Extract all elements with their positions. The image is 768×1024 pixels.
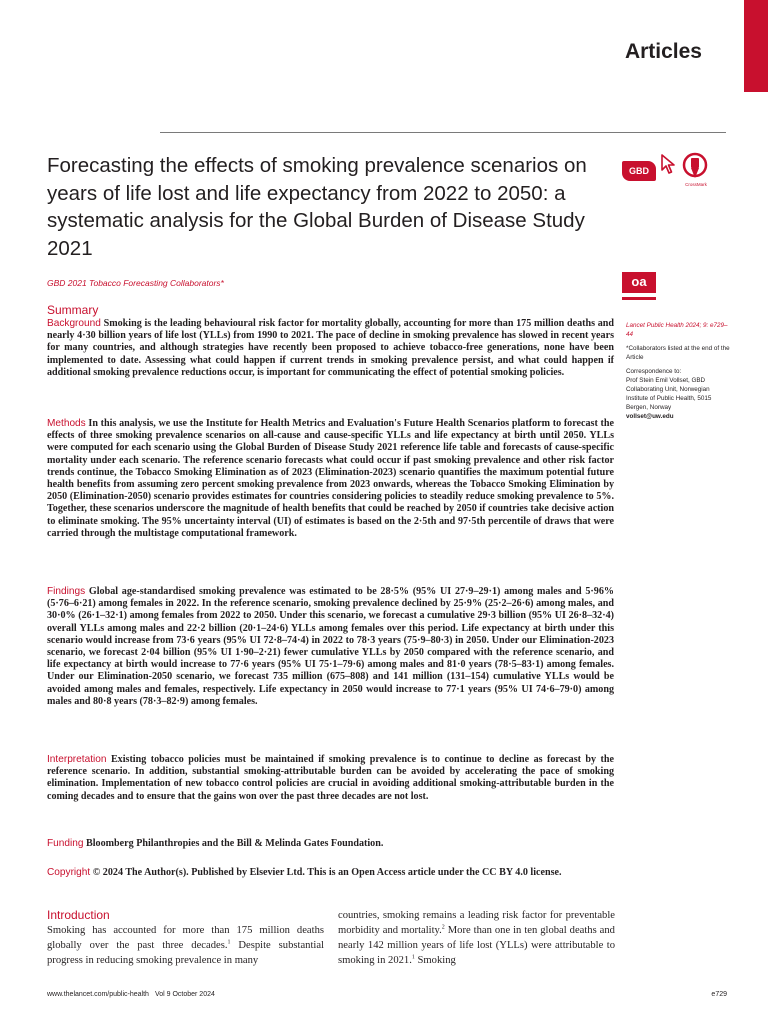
introduction-left-column (47, 923, 324, 968)
intro-text: Smoking (414, 955, 456, 966)
background-text: Smoking is the leading behavioural risk factor for mortality globally, accounting for more than 175 million deaths and nearly 4·30 billion years of life lost (YLLs) from 1990 to 2021. The pace of decline in smoking prevalence has slowed in recent years for many countries, and although strategies have recently been proposed to achieve tobacco-free generations, none have been implemented to date. Assessing what could happen if current trends in smoking prevalence persist, and what could happen if additional smoking prevalence reductions occur, is important for communicating the effect of potential smoking policies. (47, 318, 614, 378)
methods-text: In this analysis, we use the Institute for Health Metrics and Evaluation's Future Health Scenarios platform to forecast the effects of three smoking prevalence scenarios on all-cause and cause-specific YLLs and life expectancy at birth until 2050. YLLs were computed for each scenario using the Global Burden of Disease Study 2021 reference life table and forecasts of cause-specific mortality under each scenario. The reference scenario forecasts what could occur if past smoking prevalence and other risk factor trends continue, the Tobacco Smoking Elimination as of 2023 (Elimination-2023) scenario quantifies the maximum potential future health benefits from assuming zero percent smoking prevalence from 2023 onwards, whereas the Tobacco Smoking Elimination by 2050 (Elimination-2050) scenario provides estimates for countries considering policies to steadily reduce smoking prevalence to 5%. Together, these scenarios underscore the magnitude of health benefits that could be reached by 2050 if countries take decisive action to eliminate smoking. The 95% uncertainty interval (UI) of estimates is based on the 2·5th and 97·5th percentile of draws that were carried through the multistage computational framework. (47, 418, 614, 539)
footer-left (47, 991, 215, 998)
article-title: Forecasting the effects of smoking prevalence scenarios on years of life lost and life expectancy from 2022 to 2050: a systematic analysis for the Global Burden of Disease Study 2021 (47, 154, 587, 260)
footer-url[interactable]: www.thelancet.com/public-health (47, 991, 149, 998)
open-access-icon: oa (622, 272, 656, 297)
reference-mark[interactable]: 2 (441, 924, 445, 931)
correspondence-name: Prof Stein Emil Vollset, GBD Collaborating Unit, Norwegian Institute of Public Health, 5015 Bergen, Norway (626, 377, 712, 411)
introduction-right-column (338, 908, 615, 968)
abstract-copyright (47, 867, 614, 879)
section-label: Articles (624, 40, 702, 63)
sidenotes (626, 321, 732, 421)
interpretation-label: Interpretation (47, 754, 107, 765)
methods-label: Methods (47, 418, 86, 429)
correspondence-email[interactable]: vollset@uw.edu (626, 413, 674, 420)
reference-mark[interactable]: 1 (227, 939, 231, 946)
author-byline[interactable]: GBD 2021 Tobacco Forecasting Collaborators* (47, 278, 224, 288)
intro-text: Smoking has accounted for more than 175 million deaths globally over the past three decades. (47, 925, 324, 951)
footer-volume: Vol 9 October 2024 (154, 991, 215, 998)
summary-heading: Summary (47, 303, 99, 317)
page-number: e729 (711, 991, 727, 998)
abstract-methods (47, 418, 614, 540)
collaborators-note: *Collaborators listed at the end of the Article (626, 345, 730, 361)
abstract-findings (47, 586, 614, 708)
copyright-text: © 2024 The Author(s). Published by Elsevier Ltd. This is an Open Access article under the CC BY 4.0 license. (92, 867, 562, 878)
funding-text: Bloomberg Philanthropies and the Bill & Melinda Gates Foundation. (86, 838, 384, 849)
funding-label: Funding (47, 838, 84, 849)
crossmark-label: CrossMark (685, 182, 707, 187)
intro-text: Despite substantial progress in reducing smoking prevalence in many (47, 940, 324, 966)
findings-text: Global age-standardised smoking prevalence was estimated to be 28·5% (95% UI 27·9–29·1) among males and 5·96% (5·76–6·21) among females in 2022. In the reference scenario, smoking prevalence declined by 25·9% (25·2–26·6) among males, and 30·0% (26·1–32·1) among females from 2022 to 2050. Under this scenario, we forecast a cumulative 29·3 billion (95% UI 26·8–32·4) overall YLLs among males and 22·2 billion (20·1–24·6) YLLs among females over this period. Life expectancy at birth under this scenario would increase from 73·6 years (95% UI 72·8–74·4) in 2022 to 78·3 years (75·9–80·3) in 2050. Under our Elimination-2023 scenario, we forecast 2·04 billion (95% UI 1·90–2·21) fewer cumulative YLLs by 2050 compared with the reference scenario, and life expectancy at birth would increase to 77·6 years (95% UI 75·1–79·6) among males and 81·0 years (78·5–83·1) among females. Under our Elimination-2050 scenario, we forecast 735 million (675–808) and 141 million (131–154) cumulative YLLs would be avoided among males and females, respectively. Life expectancy in 2050 would increase to 77·1 years (95% UI 74·6–79·0) among males and 80·8 years (78·3–82·9) among females. (47, 586, 614, 707)
crossmark-icon[interactable] (681, 152, 709, 182)
header-divider (160, 132, 726, 133)
reference-mark[interactable]: 1 (411, 954, 415, 961)
gbd-badge-icon[interactable]: GBD (622, 161, 656, 181)
abstract-interpretation (47, 754, 614, 803)
section-color-tab (744, 0, 768, 92)
background-label: Background (47, 318, 101, 329)
findings-label: Findings (47, 586, 86, 597)
journal-citation: Lancet Public Health 2024; 9: e729–44 (626, 322, 728, 338)
copyright-label: Copyright (47, 867, 91, 878)
intro-text: More than one in ten global deaths and nearly 142 million years of life lost (YLLs) were attributable to smoking in 2021. (338, 925, 615, 966)
intro-text: countries, smoking remains a leading risk factor for preventable morbidity and mortality. (338, 910, 615, 936)
introduction-heading: Introduction (47, 908, 110, 922)
correspondence-label: Correspondence to: (626, 368, 682, 375)
interpretation-text: Existing tobacco policies must be maintained if smoking prevalence is to continue to decline as forecast by the reference scenario. In addition, substantial smoking-attributable burden can be avoided by accelerating the pace of smoking elimination. Implementation of new tobacco control policies are crucial in avoiding additional smoking-attributable burden in the coming decades and to ensure that the gains won over the past three decades are not lost. (47, 754, 614, 802)
cursor-icon (659, 153, 677, 175)
abstract-background (47, 318, 614, 379)
abstract-funding (47, 838, 614, 850)
